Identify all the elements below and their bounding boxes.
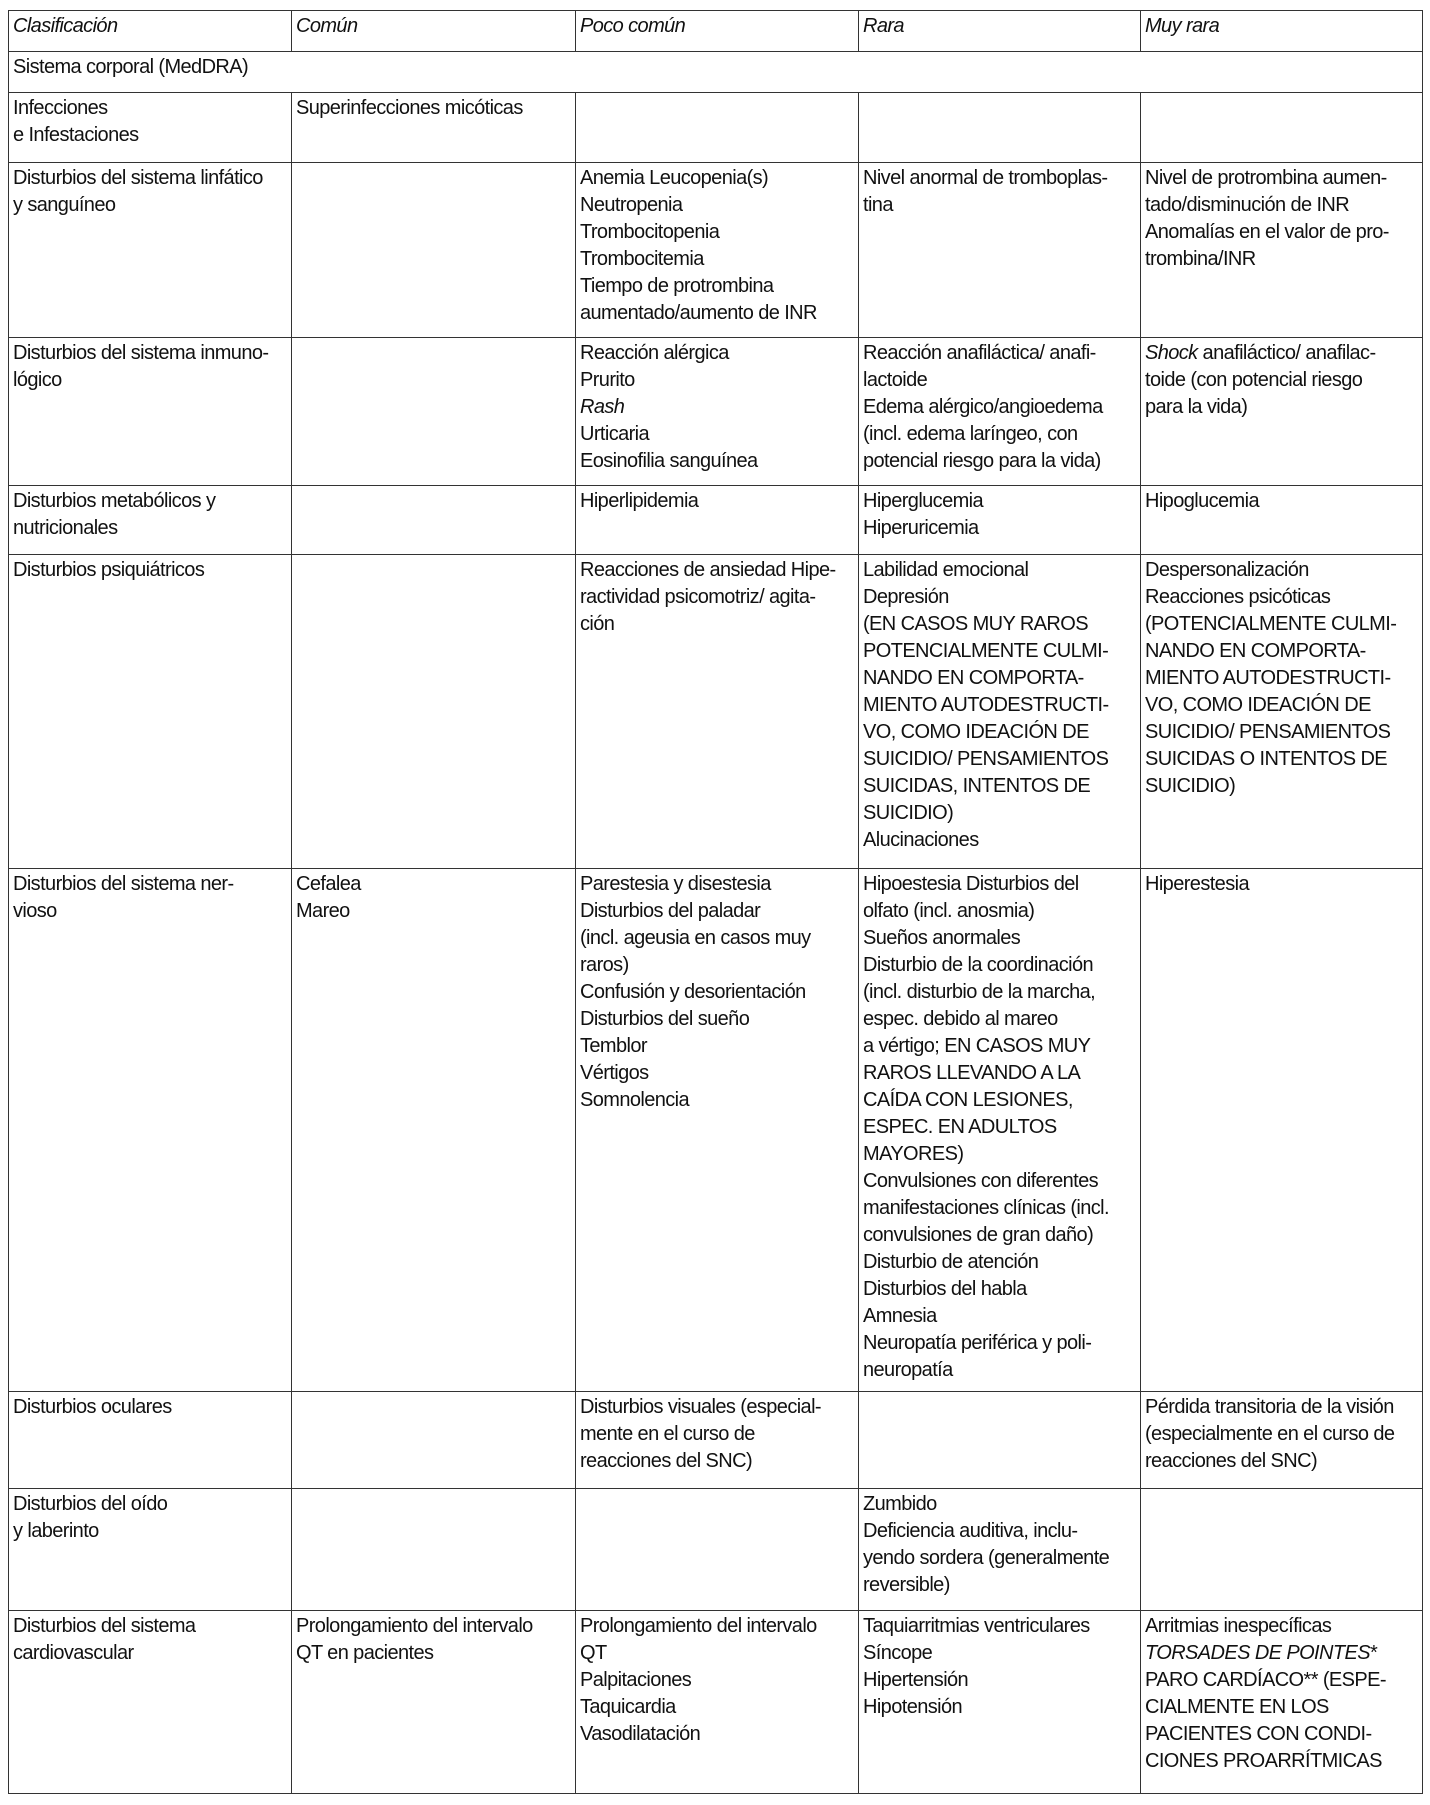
cell-line xyxy=(580,394,854,421)
cell-line: Sueños anormales xyxy=(863,927,1021,949)
cell-line: Prolongamiento del intervalo xyxy=(580,1615,817,1637)
cell-muy-rara xyxy=(1141,93,1423,163)
cell-line: olfato (incl. anosmia) xyxy=(863,900,1035,922)
cell-line: Disturbios del sueño xyxy=(580,1008,750,1030)
cell-muy-rara xyxy=(1141,163,1423,338)
cell-line: Temblor xyxy=(580,1035,647,1057)
cell-line: Disturbios del sistema linfático xyxy=(13,167,263,189)
cell-line: Taquiarritmias ventriculares xyxy=(863,1615,1090,1637)
cell-rara xyxy=(859,1611,1141,1794)
cell-line: Pérdida transitoria de la visión xyxy=(1145,1396,1394,1418)
table-row xyxy=(9,555,1423,869)
cell-rara xyxy=(859,163,1141,338)
cell-line: Confusión y desorientación xyxy=(580,981,806,1003)
cell-line: Neuropatía periférica y poli- xyxy=(863,1332,1092,1354)
cell-line: Edema alérgico/angioedema xyxy=(863,396,1103,418)
cell-line: (incl. disturbio de la marcha, xyxy=(863,981,1096,1003)
cell-rara xyxy=(859,338,1141,486)
cell-clasificacion xyxy=(9,1489,292,1611)
cell-line: Reacciones de ansiedad Hipe- xyxy=(580,559,836,581)
cell-line: Hiperglucemia xyxy=(863,490,984,512)
cell-line: (especialmente en el curso de xyxy=(1145,1423,1395,1445)
cell-line: Vértigos xyxy=(580,1062,649,1084)
cell-line: Disturbios visuales (especial- xyxy=(580,1396,821,1418)
cell-line: (incl. edema laríngeo, con xyxy=(863,423,1078,445)
table-row xyxy=(9,163,1423,338)
cell-line: Despersonalización xyxy=(1145,559,1309,581)
table-row xyxy=(9,486,1423,555)
cell-comun xyxy=(292,869,576,1392)
cell-line: (EN CASOS MUY RAROS xyxy=(863,613,1088,635)
cell-line: CIONES PROARRÍTMICAS xyxy=(1145,1750,1382,1772)
cell-clasificacion xyxy=(9,555,292,869)
table-row xyxy=(9,338,1423,486)
table-header-row xyxy=(9,11,1423,52)
cell-comun xyxy=(292,338,576,486)
adverse-reactions-table xyxy=(8,10,1423,1794)
cell-comun xyxy=(292,1489,576,1611)
table-row xyxy=(9,1392,1423,1489)
cell-line: Disturbios del habla xyxy=(863,1278,1027,1300)
cell-line: VO, COMO IDEACIÓN DE xyxy=(863,721,1089,743)
cell-line: reversible) xyxy=(863,1574,950,1596)
cell-line: Hipertensión xyxy=(863,1669,969,1691)
section-label: Sistema corporal (MedDRA) xyxy=(9,52,1423,93)
italic-term: Shock xyxy=(1145,342,1198,364)
cell-line: ESPEC. EN ADULTOS xyxy=(863,1116,1057,1138)
cell-comun xyxy=(292,163,576,338)
cell-line: lactoide xyxy=(863,369,928,391)
cell-line: Hiperestesia xyxy=(1145,873,1249,895)
cell-clasificacion xyxy=(9,163,292,338)
cell-line: Prolongamiento del intervalo xyxy=(296,1615,533,1637)
cell-comun xyxy=(292,555,576,869)
cell-line: NANDO EN COMPORTA- xyxy=(1145,640,1366,662)
cell-muy-rara xyxy=(1141,555,1423,869)
cell-line: Cefalea xyxy=(296,873,361,895)
cell-rara xyxy=(859,1392,1141,1489)
cell-line: SUICIDAS, INTENTOS DE xyxy=(863,775,1091,797)
header-muy-rara: Muy rara xyxy=(1141,11,1423,52)
cell-rara xyxy=(859,1489,1141,1611)
cell-poco-comun xyxy=(576,93,859,163)
table-row xyxy=(9,1611,1423,1794)
cell-line: Reacción alérgica xyxy=(580,342,729,364)
cell-line: mente en el curso de xyxy=(580,1423,755,1445)
cell-clasificacion xyxy=(9,1392,292,1489)
cell-line: nutricionales xyxy=(13,517,118,539)
cell-line: PACIENTES CON CONDI- xyxy=(1145,1723,1372,1745)
cell-line: NANDO EN COMPORTA- xyxy=(863,667,1084,689)
cell-poco-comun xyxy=(576,338,859,486)
cell-line: QT xyxy=(580,1642,607,1664)
cell-line: Superinfecciones micóticas xyxy=(296,97,523,119)
cell-muy-rara xyxy=(1141,869,1423,1392)
cell-line: Disturbios psiquiátricos xyxy=(13,559,205,581)
italic-term: TORSADES DE POINTES xyxy=(1145,1642,1370,1664)
cell-line: Parestesia y disestesia xyxy=(580,873,771,895)
cell-poco-comun xyxy=(576,869,859,1392)
header-clasificacion: Clasificación xyxy=(9,11,292,52)
cell-line: tina xyxy=(863,194,893,216)
cell-line: aumentado/aumento de INR xyxy=(580,302,817,324)
cell-line: Disturbio de atención xyxy=(863,1251,1039,1273)
cell-clasificacion xyxy=(9,869,292,1392)
cell-line: ción xyxy=(580,613,615,635)
cell-line: Palpitaciones xyxy=(580,1669,692,1691)
cell-line: Disturbios oculares xyxy=(13,1396,172,1418)
cell-line: Urticaria xyxy=(580,423,650,445)
cell-line: Tiempo de protrombina xyxy=(580,275,774,297)
cell-comun xyxy=(292,1392,576,1489)
cell-poco-comun xyxy=(576,1489,859,1611)
italic-term: Rash xyxy=(580,396,625,418)
cell-clasificacion xyxy=(9,338,292,486)
cell-line: reacciones del SNC) xyxy=(1145,1450,1318,1472)
cell-line: (POTENCIALMENTE CULMI- xyxy=(1145,613,1397,635)
cell-line: Deficiencia auditiva, inclu- xyxy=(863,1520,1078,1542)
cell-line: Trombocitemia xyxy=(580,248,704,270)
cell-line: neuropatía xyxy=(863,1359,953,1381)
cell-line: Vasodilatación xyxy=(580,1723,701,1745)
cell-clasificacion xyxy=(9,486,292,555)
cell-line: (incl. ageusia en casos muy xyxy=(580,927,811,949)
cell-line: QT en pacientes xyxy=(296,1642,434,1664)
cell-line: a vértigo; EN CASOS MUY xyxy=(863,1035,1091,1057)
cell-muy-rara xyxy=(1141,1489,1423,1611)
cell-line: reacciones del SNC) xyxy=(580,1450,753,1472)
cell-line: convulsiones de gran daño) xyxy=(863,1224,1094,1246)
cell-line: Taquicardia xyxy=(580,1696,676,1718)
cell-line: Amnesia xyxy=(863,1305,937,1327)
cell-line: POTENCIALMENTE CULMI- xyxy=(863,640,1109,662)
cell-line: Disturbios del sistema ner- xyxy=(13,873,234,895)
cell-line: SUICIDIO) xyxy=(863,802,954,824)
cell-line: Eosinofilia sanguínea xyxy=(580,450,758,472)
cell-rara xyxy=(859,555,1141,869)
cell-muy-rara xyxy=(1141,486,1423,555)
cell-line: Disturbios metabólicos y xyxy=(13,490,216,512)
cell-line: SUICIDIO) xyxy=(1145,775,1236,797)
cell-line: Zumbido xyxy=(863,1493,937,1515)
cell-line: Disturbios del sistema xyxy=(13,1615,196,1637)
cell-line: SUICIDAS O INTENTOS DE xyxy=(1145,748,1388,770)
cell-muy-rara xyxy=(1141,1611,1423,1794)
cell-poco-comun xyxy=(576,486,859,555)
cell-rara xyxy=(859,869,1141,1392)
cell-line: CAÍDA CON LESIONES, xyxy=(863,1089,1073,1111)
cell-line: Anomalías en el valor de pro- xyxy=(1145,221,1389,243)
section-row xyxy=(9,52,1423,93)
table-row xyxy=(9,869,1423,1392)
cell-poco-comun xyxy=(576,1611,859,1794)
cell-line: Reacciones psicóticas xyxy=(1145,586,1331,608)
cell-poco-comun xyxy=(576,1392,859,1489)
cell-line: SUICIDIO/ PENSAMIENTOS xyxy=(863,748,1109,770)
cell-line: VO, COMO IDEACIÓN DE xyxy=(1145,694,1371,716)
cell-line: manifestaciones clínicas (incl. xyxy=(863,1197,1109,1219)
cell-line: Infecciones xyxy=(13,97,108,119)
cell-line: Arritmias inespecíficas xyxy=(1145,1615,1332,1637)
cell-line: e Infestaciones xyxy=(13,124,139,146)
cell-line: Reacción anafiláctica/ anafi- xyxy=(863,342,1096,364)
cell-line: Disturbios del paladar xyxy=(580,900,761,922)
cell-line: toide (con potencial riesgo xyxy=(1145,369,1363,391)
cell-rara xyxy=(859,486,1141,555)
cell-line: tado/disminución de INR xyxy=(1145,194,1350,216)
cell-line: Hipoglucemia xyxy=(1145,490,1259,512)
cell-line: RAROS LLEVANDO A LA xyxy=(863,1062,1081,1084)
cell-rara xyxy=(859,93,1141,163)
cell-comun xyxy=(292,486,576,555)
cell-line: espec. debido al mareo xyxy=(863,1008,1058,1030)
cell-line: Disturbios del oído xyxy=(13,1493,168,1515)
cell-line: MIENTO AUTODESTRUCTI- xyxy=(1145,667,1391,689)
cell-line: Alucinaciones xyxy=(863,829,979,851)
cell-line: vioso xyxy=(13,900,57,922)
cell-line: Anemia Leucopenia(s) xyxy=(580,167,769,189)
cell-clasificacion xyxy=(9,93,292,163)
cell-line: para la vida) xyxy=(1145,396,1248,418)
header-poco-comun: Poco común xyxy=(576,11,859,52)
table-row xyxy=(9,93,1423,163)
cell-line: Labilidad emocional xyxy=(863,559,1029,581)
cell-comun xyxy=(292,1611,576,1794)
cell-line: Disturbios del sistema inmuno- xyxy=(13,342,269,364)
cell-line: Somnolencia xyxy=(580,1089,690,1111)
cell-line: Shock anafiláctico/ anafilac- xyxy=(1145,342,1376,364)
cell-line: Nivel de protrombina aumen- xyxy=(1145,167,1387,189)
cell-clasificacion xyxy=(9,1611,292,1794)
cell-muy-rara xyxy=(1141,1392,1423,1489)
cell-line: Disturbio de la coordinación xyxy=(863,954,1094,976)
header-comun: Común xyxy=(292,11,576,52)
cell-line: Hipotensión xyxy=(863,1696,963,1718)
cell-line: Nivel anormal de tromboplas- xyxy=(863,167,1108,189)
cell-line: MIENTO AUTODESTRUCTI- xyxy=(863,694,1109,716)
cell-line: Trombocitopenia xyxy=(580,221,720,243)
cell-line: yendo sordera (generalmente xyxy=(863,1547,1110,1569)
cell-line: trombina/INR xyxy=(1145,248,1256,270)
cell-line: raros) xyxy=(580,954,629,976)
cell-comun xyxy=(292,93,576,163)
cell-line: SUICIDIO/ PENSAMIENTOS xyxy=(1145,721,1391,743)
cell-line: y laberinto xyxy=(13,1520,99,1542)
cell-poco-comun xyxy=(576,555,859,869)
header-rara: Rara xyxy=(859,11,1141,52)
cell-line: Síncope xyxy=(863,1642,933,1664)
cell-line: Hiperuricemia xyxy=(863,517,979,539)
cell-line: Convulsiones con diferentes xyxy=(863,1170,1099,1192)
cell-poco-comun xyxy=(576,163,859,338)
cell-line: potencial riesgo para la vida) xyxy=(863,450,1101,472)
cell-line: TORSADES DE POINTES* xyxy=(1145,1642,1378,1664)
cell-line: Hiperlipidemia xyxy=(580,490,699,512)
cell-line: y sanguíneo xyxy=(13,194,116,216)
table-row xyxy=(9,1489,1423,1611)
cell-line: PARO CARDÍACO** (ESPE- xyxy=(1145,1669,1386,1691)
cell-muy-rara xyxy=(1141,338,1423,486)
document-page xyxy=(8,10,1422,1794)
cell-line: CIALMENTE EN LOS xyxy=(1145,1696,1329,1718)
cell-line: cardiovascular xyxy=(13,1642,134,1664)
cell-line: MAYORES) xyxy=(863,1143,964,1165)
cell-line: Neutropenia xyxy=(580,194,683,216)
cell-line: Depresión xyxy=(863,586,949,608)
cell-line: Hipoestesia Disturbios del xyxy=(863,873,1079,895)
cell-line: Prurito xyxy=(580,369,635,391)
cell-line: ractividad psicomotriz/ agita- xyxy=(580,586,816,608)
cell-line: lógico xyxy=(13,369,62,391)
cell-line: Mareo xyxy=(296,900,350,922)
